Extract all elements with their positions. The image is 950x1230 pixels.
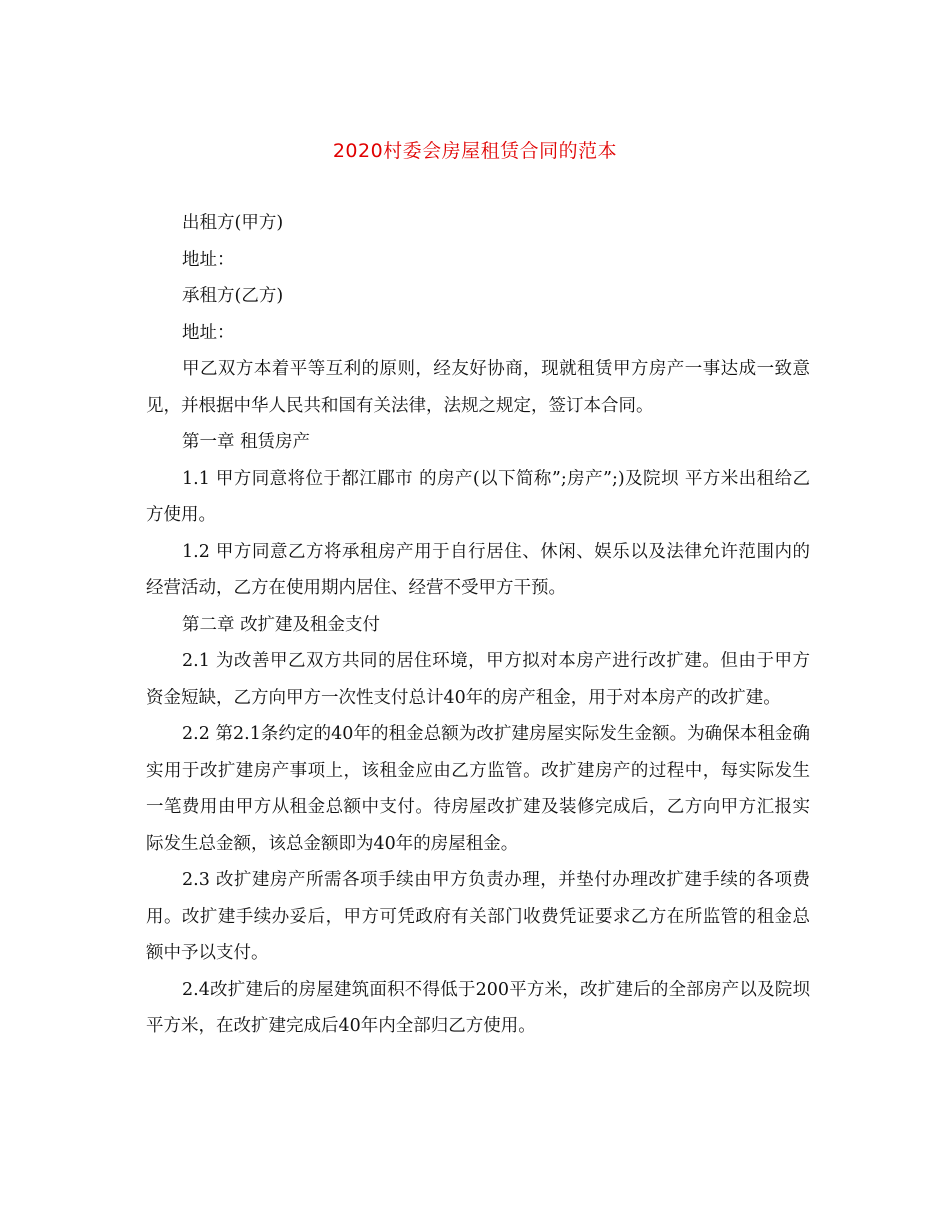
paragraph-lessor: 出租方(甲方) (182, 213, 284, 233)
paragraph-lessor-address: 地址： (182, 249, 235, 270)
chapter-heading-1: 第一章 租赁房产 (182, 432, 311, 452)
clause-1-1: 1.1 甲方同意将位于都江郿市 的房产(以下简称”;房产”;)及院坝 平方米出租给乙方使用。 (146, 468, 810, 525)
clause-2-3: 2.3 改扩建房产所需各项手续由甲方负责办理，并垫付办理改扩建手续的各项费用。改扩建手续办妥后，甲方可凭政府有关部门收费凭证要求乙方在所监管的租金总额中予以支付。 (146, 870, 810, 963)
document-title: 2020村委会房屋租赁合同的范本 (332, 140, 618, 162)
clause-2-4: 2.4改扩建后的房屋建筑面积不得低于200平方米，改扩建后的全部房产以及院坝 平方米，在改扩建完成后40年内全部归乙方使用。 (146, 979, 810, 1036)
clause-2-2: 2.2 第2.1条约定的40年的租金总额为改扩建房屋实际发生金额。为确保本租金确实用于改扩建房产事项上，该租金应由乙方监管。改扩建房产的过程中，每实际发生一笔费用由甲方从租金总额中支付。待房屋改扩建及装修完成后，乙方向甲方汇报实际发生总金额，该总金额即为40年的房屋租金。 (146, 724, 810, 854)
chapter-heading-2: 第二章 改扩建及租金支付 (182, 614, 381, 635)
document-body (146, 205, 810, 1045)
paragraph-preamble: 甲乙双方本着平等互利的原则，经友好协商，现就租赁甲方房产一事达成一致意见，并根据中华人民共和国有关法律，法规之规定，签订本合同。 (146, 359, 810, 416)
paragraph-lessee: 承租方(乙方) (182, 286, 284, 306)
clause-2-1: 2.1 为改善甲乙双方共同的居住环境，甲方拟对本房产进行改扩建。但由于甲方资金短缺，乙方向甲方一次性支付总计40年的房产租金，用于对本房产的改扩建。 (146, 651, 810, 708)
paragraph-lessee-address: 地址： (182, 322, 235, 343)
clause-1-2: 1.2 甲方同意乙方将承租房产用于自行居住、休闲、娱乐以及法律允许范围内的经营活动，乙方在使用期内居住、经营不受甲方干预。 (146, 541, 810, 598)
